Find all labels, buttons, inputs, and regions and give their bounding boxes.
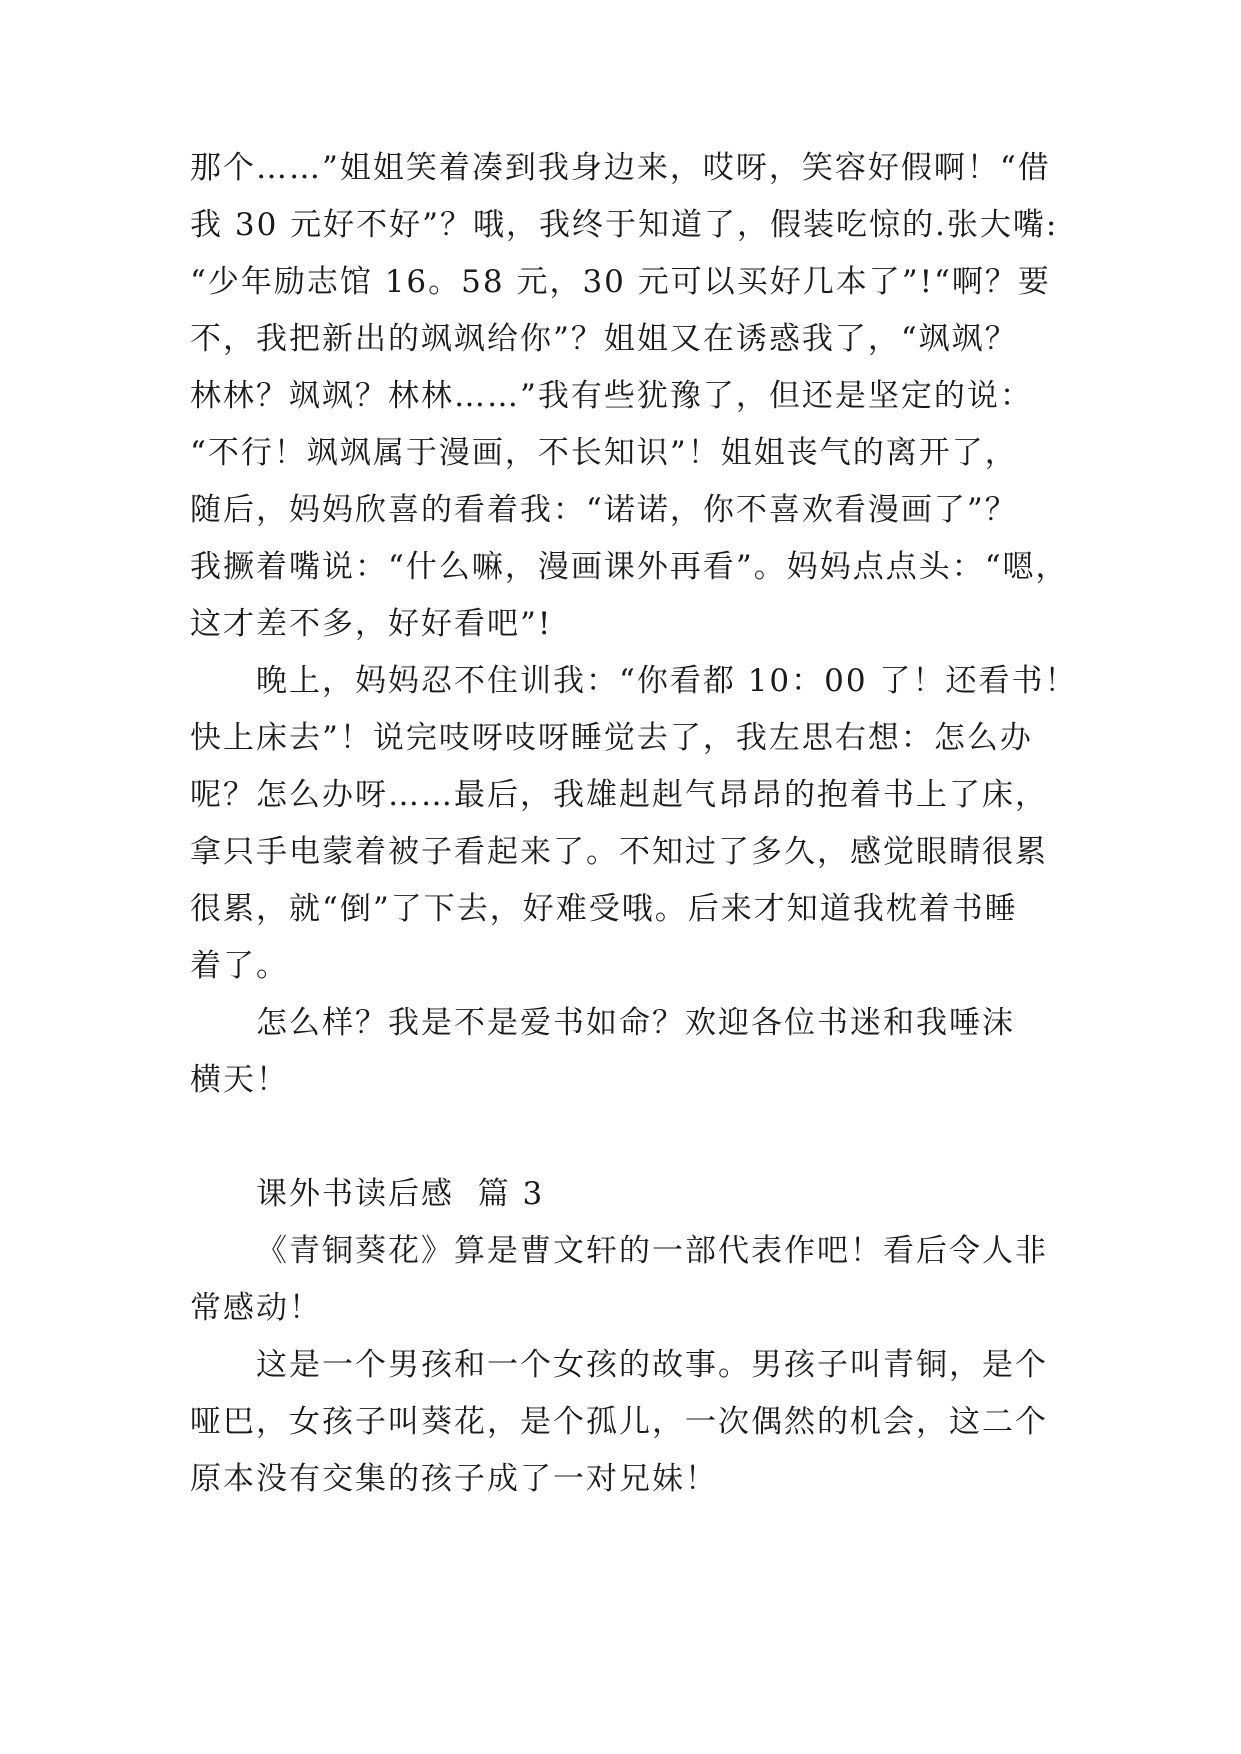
text-line: 这才差不多，好好看吧”! — [190, 606, 553, 642]
text-line: 我 30 元好不好”？哦，我终于知道了，假装吃惊的.张大嘴: — [190, 207, 1059, 243]
text-line: 《青铜葵花》算是曹文轩的一部代表作吧！看后令人非 — [256, 1233, 1048, 1269]
text-line: 这是一个男孩和一个女孩的故事。男孩子叫青铜，是个 — [256, 1347, 1048, 1383]
text-line: 不，我把新出的飒飒给你”？姐姐又在诱惑我了，“飒飒？ — [190, 321, 1018, 357]
text-line: 原本没有交集的孩子成了一对兄妹！ — [190, 1461, 718, 1497]
text-line: 快上床去”！说完吱呀吱呀睡觉去了，我左思右想：怎么办 — [190, 720, 1033, 756]
text-line: 我撅着嘴说：“什么嘛，漫画课外再看”。妈妈点点头：“嗯， — [190, 549, 1069, 585]
text-line: 拿只手电蒙着被子看起来了。不知过了多久，感觉眼睛很累 — [190, 834, 1048, 870]
text-line: 很累，就“倒”了下去，好难受哦。后来才知道我枕着书睡 — [190, 891, 1018, 927]
text-line: 林林？飒飒？林林……”我有些犹豫了，但还是坚定的说： — [190, 378, 1033, 414]
text-line: 晚上，妈妈忍不住训我：“你看都 10：00 了！还看书！ — [256, 663, 1078, 699]
text-line: 常感动！ — [190, 1290, 322, 1326]
text-line: 随后，妈妈欣喜的看着我：“诺诺，你不喜欢看漫画了”？ — [190, 492, 1018, 528]
text-line: 怎么样？我是不是爱书如命？欢迎各位书迷和我唾沫 — [256, 1005, 1015, 1041]
text-line: 横天！ — [190, 1062, 289, 1098]
text-line: 着了。 — [190, 948, 289, 984]
text-line: “少年励志馆 16。58 元，30 元可以买好几本了”!“啊？要 — [190, 264, 1051, 300]
text-line: 那个……”姐姐笑着凑到我身边来，哎呀，笑容好假啊！“借 — [190, 150, 1051, 186]
text-line: 哑巴，女孩子叫葵花，是个孤儿，一次偶然的机会，这二个 — [190, 1404, 1048, 1440]
text-line: 呢？怎么办呀……最后，我雄赳赳气昂昂的抱着书上了床， — [190, 777, 1048, 813]
text-line: “不行！飒飒属于漫画，不长知识”！姐姐丧气的离开了， — [190, 435, 1018, 471]
section-heading: 课外书读后感 篇 3 — [256, 1176, 545, 1212]
